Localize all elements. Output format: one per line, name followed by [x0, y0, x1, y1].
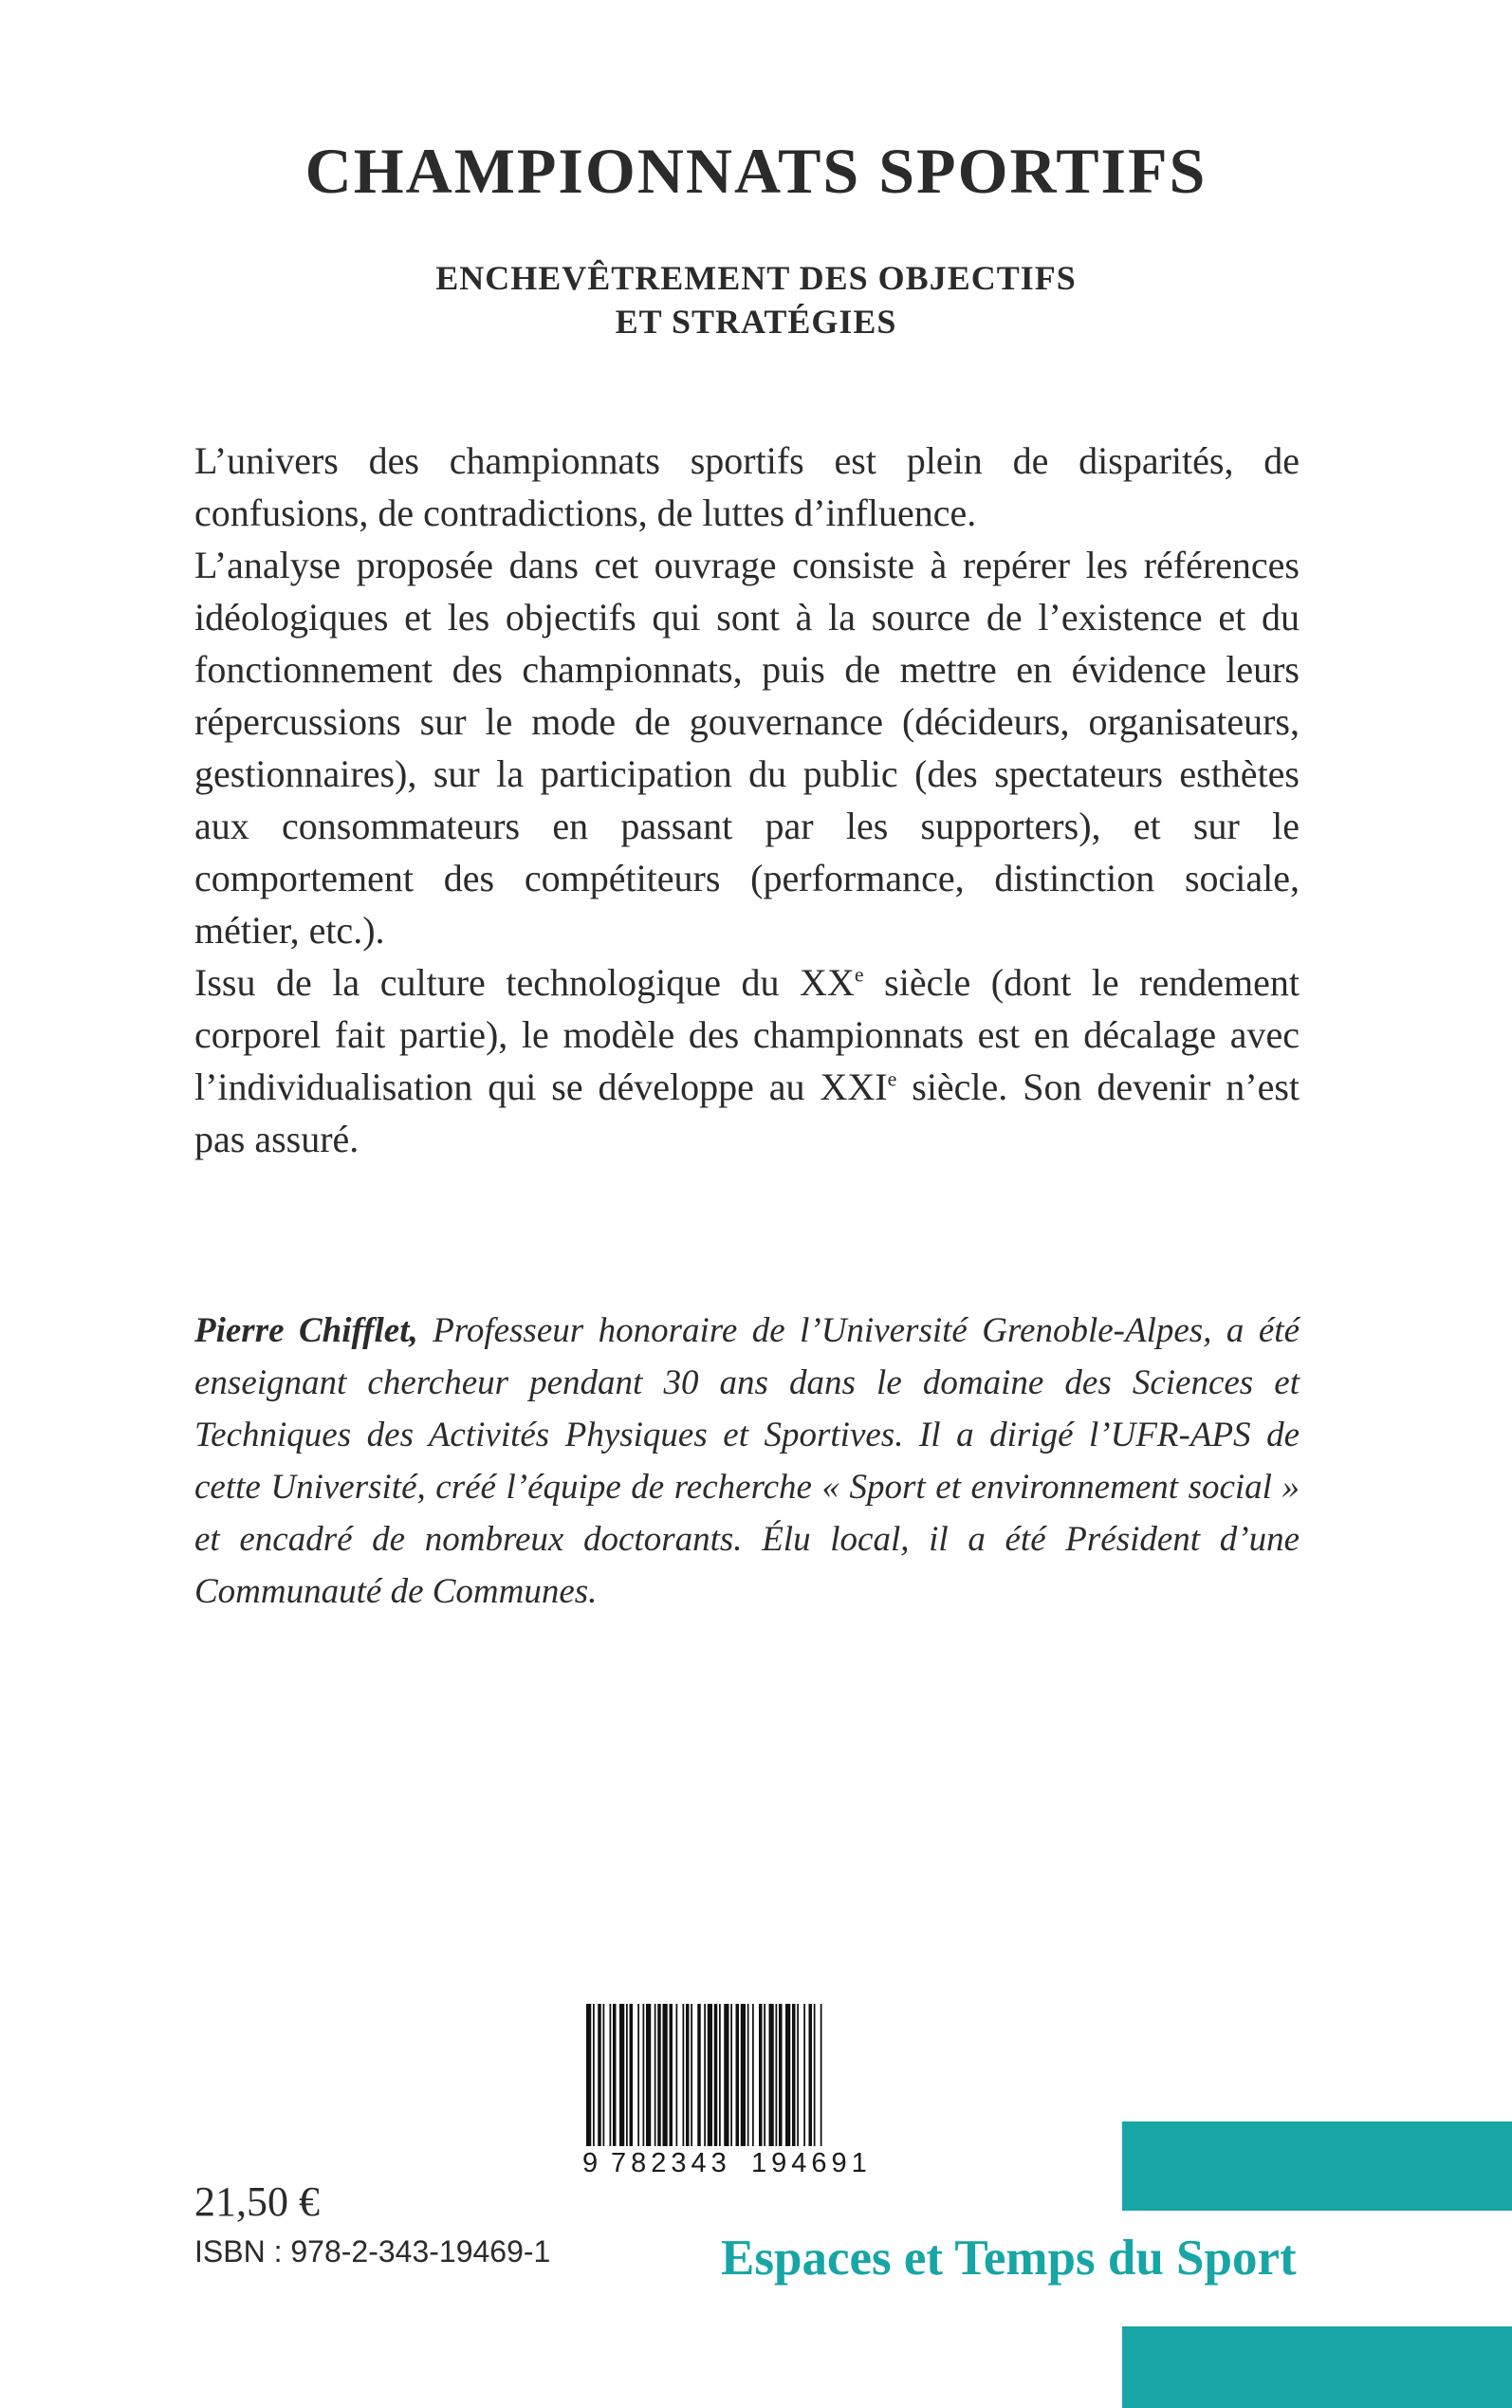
barcode-bar [769, 2004, 774, 2146]
barcode-bar [586, 2004, 591, 2146]
barcode-bar [809, 2004, 813, 2146]
barcode-bar [814, 2004, 816, 2146]
barcode-bar [797, 2004, 799, 2146]
barcode-bar [792, 2004, 796, 2146]
barcode-bar [714, 2004, 718, 2146]
book-title: CHAMPIONNATS SPORTIFS [304, 135, 1208, 207]
barcode-bar [708, 2004, 712, 2146]
isbn: ISBN : 978-2-343-19469-1 [194, 2234, 551, 2269]
barcode-bar [724, 2004, 728, 2146]
subtitle-line-2: ET STRATÉGIES [615, 303, 897, 341]
accent-block-top [1122, 2121, 1512, 2211]
barcode-bar [747, 2004, 749, 2146]
back-cover-blurb [194, 435, 1300, 1165]
barcode-bar [779, 2004, 783, 2146]
barcode-bar [764, 2004, 765, 2146]
barcode-bar [741, 2004, 746, 2146]
barcode-bar [663, 2004, 668, 2146]
century-superscript-1: e [854, 962, 864, 987]
barcode-bar [785, 2004, 790, 2146]
author-bio [194, 1305, 1300, 1618]
barcode-bar [752, 2004, 754, 2146]
barcode-digits-group-2: 194691 [751, 2148, 872, 2178]
barcode-bar [676, 2004, 678, 2146]
barcode-bar [719, 2004, 721, 2146]
blurb-p3-part2: siècle (dont le rendement corporel fait partie), le modèle des championnats est en décalage avec l’individualisation qui se développe au XXI [194, 961, 1300, 1108]
subtitle-line-1: ENCHEVÊTREMENT DES OBJECTIFS [435, 259, 1077, 297]
blurb-p3-part1: Issu de la culture technologique du XX [194, 961, 855, 1004]
barcode-digits-group-1: 782343 [611, 2148, 731, 2178]
blurb-paragraph-2: L’analyse proposée dans cet ouvrage consiste à repérer les références idéologiques et les objectifs qui sont à la source de l’existence et du fonctionnement des championnats, puis de mettre en évidence leurs répercussions sur le mode de gouvernance (décideurs, organisateurs, gestionnaires), sur la participation du public (des spectateurs esthètes aux consommateurs en passant par les supporters), et sur le comportement des compétiteurs (performance, distinction sociale, métier, etc.). [194, 544, 1300, 952]
blurb-paragraph-3 [194, 956, 1300, 1165]
barcode-bar [598, 2004, 601, 2146]
barcode-bar [619, 2004, 624, 2146]
barcode-bar [821, 2004, 822, 2146]
barcode-bar [736, 2004, 740, 2146]
barcode-bar [803, 2004, 805, 2146]
barcode-bar [593, 2004, 595, 2146]
book-subtitle [0, 256, 1512, 343]
barcode-bar [776, 2004, 778, 2146]
barcode-bar [655, 2004, 656, 2146]
barcode-bar [637, 2004, 639, 2146]
author-name: Pierre Chifflet, [194, 1311, 418, 1350]
price: 21,50 € [194, 2178, 320, 2225]
barcode-image [582, 2004, 884, 2146]
barcode-digit-first: 9 [582, 2148, 599, 2178]
century-superscript-2: e [887, 1066, 897, 1091]
barcode-bar [683, 2004, 685, 2146]
accent-block-bottom [1122, 2326, 1512, 2408]
barcode-bar [697, 2004, 701, 2146]
blurb-p3-part3: siècle. Son devenir n’est pas assuré. [194, 1065, 1300, 1160]
barcode-bar [704, 2004, 706, 2146]
barcode-bar [643, 2004, 645, 2146]
barcode-bar [686, 2004, 690, 2146]
barcode-bar [759, 2004, 763, 2146]
barcode-bar [610, 2004, 612, 2146]
barcode-bar [670, 2004, 673, 2146]
barcode-bar [691, 2004, 692, 2146]
barcode-bar [613, 2004, 617, 2146]
blurb-paragraph-1: L’univers des championnats sportifs est plein de disparités, de confusions, de contradictions, de luttes d’influence. [194, 439, 1300, 534]
barcode-bar [730, 2004, 732, 2146]
barcode-bar [646, 2004, 651, 2146]
barcode-bar [630, 2004, 634, 2146]
series-name: Espaces et Temps du Sport [721, 2231, 1297, 2286]
barcode-bar [657, 2004, 661, 2146]
author-bio-text: Professeur honoraire de l’Université Grenoble-Alpes, a été enseignant chercheur pendant 30 ans dans le domaine des Sciences et Techniques des Activités Physiques et Sportives. Il a dirigé l’UFR-APS de cette Université, créé l’équipe de recherche « Sport et environnement social » et encadré de nombreux doctorants. Élu local, il a été Président d’une Communauté de Communes. [194, 1311, 1300, 1611]
barcode-bar [603, 2004, 605, 2146]
barcode-bar [626, 2004, 628, 2146]
